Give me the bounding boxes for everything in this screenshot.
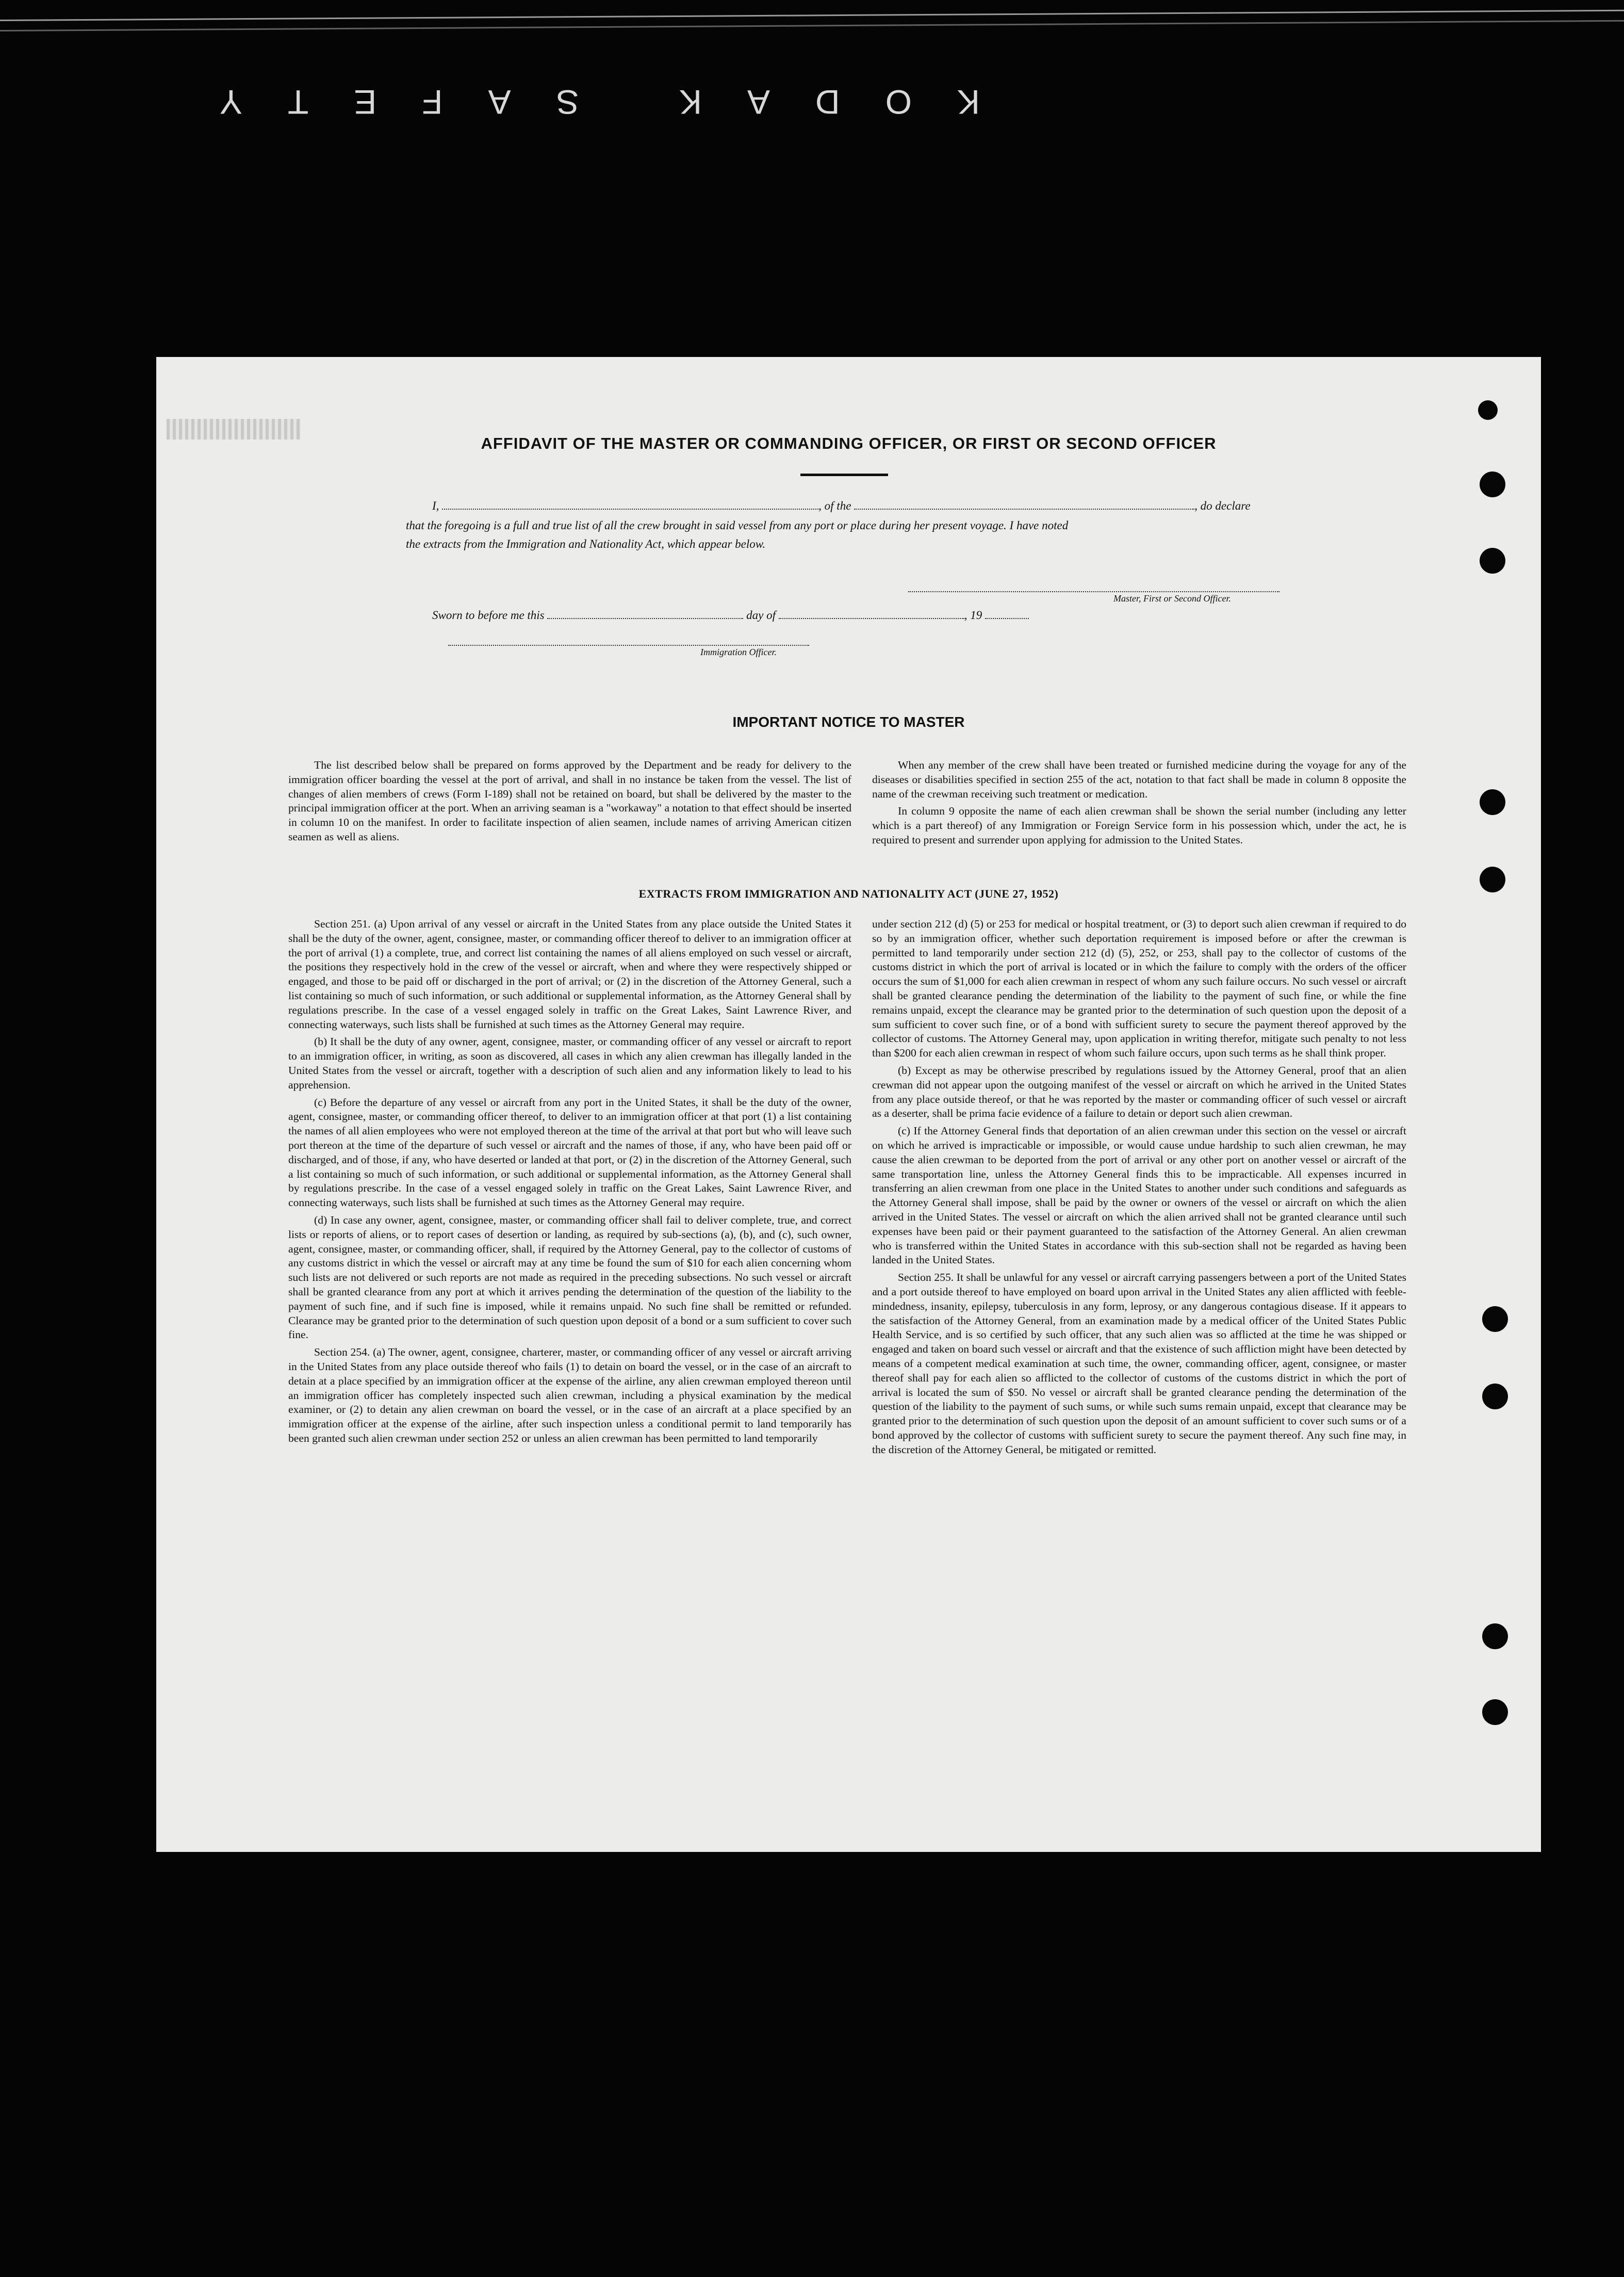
extract-left-paragraph: Section 251. (a) Upon arrival of any vessel or aircraft in the United States from any place outside the United States it shall be the duty of the owner, agent, consignee, master, or commanding officer thereof to deliver to an immigration officer at the port of arrival (1) a complete, true, and correct list containing the names of all aliens employed on such vessel or aircraft, the positions they respectively hold in the crew of the vessel or aircraft, when and where they were respectively shipped or engaged, and those to be paid off or discharged in the port of arrival; or (2) in the discretion of the Attorney General, such a list containing so much of such information, or such additional or supplemental information, as the Attorney General shall by regulations prescribe. In the case of a vessel engaged solely in traffic on the Great Lakes, Saint Lawrence River, and connecting waterways, such lists shall be furnished at such times as the Attorney General may require. xyxy=(288,918,851,1031)
vessel-blank xyxy=(854,500,1194,510)
title-underline xyxy=(800,474,888,476)
extract-left-paragraph: (d) In case any owner, agent, consignee, master, or commanding officer shall fail to deliver complete, true, and correct lists or reports of aliens, or to report cases of desertion or landing, as required by sub-sections (a), (b), and (c), such owner, agent, consignee, master, or commanding officer, shall, if required by the Attorney General, pay to the collector of customs of any customs district in which the vessel or aircraft may at any time be found the sum of $10 for each alien concerning whom such lists are not delivered or such reports are not made as required in the preceding subsections. No such vessel or aircraft shall be granted clearance from any port at which it arrives pending the determination of the question of the liability to the payment of such fine, and if such fine is imposed, while it remains unpaid. No such fine shall be remitted or refunded. Clearance may be granted prior to the determination of such question upon deposit of a bond or a sum sufficient to cover such fine. xyxy=(288,1213,851,1341)
extract-right-paragraph: (b) Except as may be otherwise prescribed by regulations issued by the Attorney General, proof that an alien crewman did not appear upon the outgoing manifest of the vessel or aircraft on which he arrived in the United States from any place outside thereof, or that he was reported by the master or commanding officer of such vessel or aircraft as a deserter, shall be prima facie evidence of a failure to detain or deport such alien crewman. xyxy=(872,1064,1406,1120)
officer-caption: Immigration Officer. xyxy=(700,647,777,657)
sworn-day-blank xyxy=(547,610,743,619)
extract-right-paragraph: under section 212 (d) (5) or 253 for medical or hospital treatment, or (3) to deport such alien crewman if required to do so by an immigration officer, whether such deportation requirement is imposed before or after the crewman is permitted to land temporarily under section 212 (d) (5), 252, or 253, shall pay to the collector of customs of the customs district in which the port of arrival is located or in which the failure to comply with the orders of the officer occurs the sum of $1,000 for each alien crewman in respect of whom any such failure occurs. No such vessel or aircraft shall be granted clearance pending the determination of the liability to the payment of such fine, or while the fine remains unpaid, except the clearance may be granted prior to the determination of such question upon the deposit of a sum sufficient to cover such fine, or of a bond with sufficient surety to secure the payment thereof approved by the collector of customs. The Attorney General may, upon application in writing therefor, mitigate such penalty to not less than $200 for each alien crewman in respect of whom such failure occurs, upon such terms as he shall think proper. xyxy=(872,918,1406,1060)
affidavit-title: AFFIDAVIT OF THE MASTER OR COMMANDING OFFICER, OR FIRST OR SECOND OFFICER xyxy=(481,434,1217,452)
extracts-right-column xyxy=(872,917,1406,1460)
officer-signature-line xyxy=(448,644,809,646)
notice-right-paragraph-2: In column 9 opposite the name of each alien crewman shall be shown the serial number (including any letter which is a part thereof) of any Immigration or Foreign Service form in his possession which, under the act, he is required to present and surrender upon applying for admission to the United States. xyxy=(872,805,1406,846)
binder-hole xyxy=(1478,400,1498,420)
extract-left-paragraph: (c) Before the departure of any vessel or aircraft from any port in the United States, it shall be the duty of the owner, agent, consignee, master, or commanding officer thereof, to deliver to an immigration officer at that port (1) a list containing the names of all alien employees who were not employed thereon at the time of the arrival at that port but who will leave such port thereon at the time of the departure of such vessel or aircraft and the names of those, if any, who have been paid off or discharged, and of those, if any, who have deserted or landed at that port, or (2) in the discretion of the Attorney General, such a list containing so much of such information, or such additional or supplemental information, as the Attorney General shall by regulations prescribe. In the case of a vessel engaged solely in traffic on the Great Lakes, Saint Lawrence River, and connecting waterways, such lists shall be furnished at such times as the Attorney General may require. xyxy=(288,1096,851,1209)
affidavit-line-2: that the foregoing is a full and true list of all the crew brought in said vessel from any port or place during her present voyage. I have noted xyxy=(406,519,1069,532)
extract-right-paragraph: Section 255. It shall be unlawful for any vessel or aircraft carrying passengers between a port of the United States and a port outside thereof to have employed on board upon arrival in the United States any alien afflicted with feeble-mindedness, insanity, epilepsy, tuberculosis in any form, leprosy, or any dangerous contagious disease. If it appears to the satisfaction of the Attorney General, from an examination made by a medical officer of the United States Public Health Service, and is so certified by such officer, that any such alien was so afflicted at the time he was shipped or engaged and taken on board such vessel or aircraft and that the existence of such affliction might have been detected by means of a competent medical examination at such time, the owner, commanding officer, agent, consignee, or master thereof shall pay for each alien so afflicted to the collector of customs of the customs district in which the port of arrival is located the sum of $50. No vessel or aircraft shall be granted clearance pending the determination of the question of the liability to the payment of such sums, or while such sums remain unpaid, except that clearance may be granted prior to the determination of such question upon the deposit of an amount sufficient to cover such sums or of a bond approved by the collector of customs with sufficient surety to secure the payment thereof. Any such fine may, in the discretion of the Attorney General, be mitigated or remitted. xyxy=(872,1271,1406,1456)
binder-hole xyxy=(1482,1384,1508,1409)
notice-title: IMPORTANT NOTICE TO MASTER xyxy=(732,714,965,730)
binder-hole xyxy=(1482,1623,1508,1649)
affidavit-declaration-line xyxy=(432,499,1456,513)
sworn-prefix: Sworn to before me this xyxy=(432,609,545,622)
notice-right-column xyxy=(872,758,1406,851)
binder-hole xyxy=(1480,471,1505,497)
sworn-year-blank xyxy=(985,610,1029,619)
binder-hole xyxy=(1480,789,1505,815)
master-caption: Master, First or Second Officer. xyxy=(1113,593,1231,604)
film-edge-line-lower xyxy=(0,20,1624,31)
sworn-month-blank xyxy=(779,610,964,619)
affidavit-do-declare-label: , do declare xyxy=(1194,499,1251,512)
notice-right-paragraph-1: When any member of the crew shall have been treated or furnished medicine during the voyage for any of the diseases or disabilities specified in section 255 of the act, notation to that fact shall be made in column 8 opposite the name of the crewman receiving such treatment or medication. xyxy=(872,759,1406,800)
document-page xyxy=(156,357,1541,1852)
notice-left-paragraph: The list described below shall be prepared on forms approved by the Department and be ready for delivery to the immigration officer boarding the vessel at the port of arrival, and shall in no instance be taken from the vessel. The list of changes of alien members of crews (Form I-189) shall not be retained on board, but shall be delivered by the master to the principal immigration officer at the port. When an arriving seaman is a "workaway" a notation to that effect should be inserted in column 10 on the manifest. In order to facilitate inspection of alien seamen, include names of arriving American citizen seamen as well as aliens. xyxy=(288,759,851,843)
binder-hole xyxy=(1482,1699,1508,1725)
extract-left-paragraph: (b) It shall be the duty of any owner, agent, consignee, master, or commanding officer of any vessel or aircraft to report to an immigration officer, in writing, as soon as discovered, all cases in which any alien crewman has illegally landed in the United States from the vessel or aircraft, together with a description of such alien and any information likely to lead to his apprehension. xyxy=(288,1035,851,1091)
sworn-year-label: , 19 xyxy=(964,609,982,622)
extract-left-paragraph: Section 254. (a) The owner, agent, consignee, charterer, master, or commanding officer of any vessel or aircraft arriving in the United States from any place outside thereof who fails (1) to detain on board the vessel, or in the case of an aircraft to detain at a place specified by an immigration officer at the expense of the airline, any alien crewman employed thereon until an immigration officer has completely inspected such alien crewman, including a physical examination by the medical examiner, or (2) to detain any alien crewman on board the vessel, or in the case of an aircraft at a place specified by an immigration officer at the expense of the airline, after such inspection unless a conditional permit to land temporarily has been granted such alien crewman under section 252 or unless an alien crewman has been permitted to land temporarily xyxy=(288,1346,851,1444)
extracts-heading: EXTRACTS FROM IMMIGRATION AND NATIONALITY ACT (JUNE 27, 1952) xyxy=(638,887,1059,900)
film-edge-line xyxy=(0,10,1624,21)
sworn-line xyxy=(432,609,1029,622)
affidavit-i-label: I, xyxy=(432,499,439,512)
sworn-day-label: day of xyxy=(746,609,776,622)
affidavit-of-the-label: , of the xyxy=(818,499,851,512)
film-edge-text: KODAK SAFETY xyxy=(174,83,980,121)
notice-left-column xyxy=(288,758,851,848)
extract-right-paragraph: (c) If the Attorney General finds that deportation of an alien crewman under this section on the vessel or aircraft on which he arrived is impracticable or impossible, or would cause undue hardship to such alien crewman, he may cause the alien crewman to be deported from the port of arrival or any other port on another vessel or aircraft of the same transportation line, unless the Attorney General finds this to be impracticable. All expenses incurred in transferring an alien crewman from one place in the United States to another under such conditions and safeguards as the Attorney General shall impose, shall be paid by the owner or owners of the vessel or aircraft on which the alien arrived in the United States. The vessel or aircraft on which the alien arrived shall not be granted clearance until such expenses have been paid or their payment guaranteed to the satisfaction of the Attorney General. An alien crewman who is transferred within the United States in accordance with this sub-section shall not be regarded as having been landed in the United States. xyxy=(872,1125,1406,1266)
binder-hole xyxy=(1482,1306,1508,1332)
master-signature-line xyxy=(908,590,1279,592)
affidavit-line-3: the extracts from the Immigration and Nationality Act, which appear below. xyxy=(406,538,766,550)
name-blank xyxy=(442,500,818,510)
binder-hole xyxy=(1480,548,1505,574)
extracts-left-column xyxy=(288,917,851,1449)
